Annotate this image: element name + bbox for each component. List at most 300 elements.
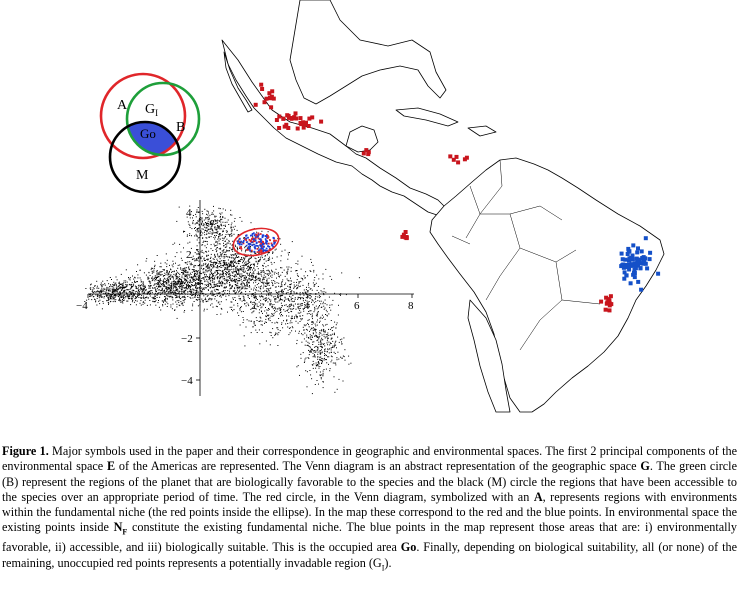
environment-point <box>206 252 207 253</box>
environment-point <box>229 234 230 235</box>
environment-point <box>297 270 298 271</box>
environment-point <box>293 288 294 289</box>
environment-point <box>240 266 241 267</box>
environment-point <box>295 297 296 298</box>
environment-point <box>318 278 319 279</box>
environment-point <box>318 307 319 308</box>
environment-point <box>269 292 270 293</box>
environment-point <box>268 318 269 319</box>
environment-point <box>257 264 258 265</box>
environment-point <box>325 314 326 315</box>
environment-point <box>213 295 214 296</box>
environment-point <box>316 372 317 373</box>
environment-point <box>359 277 360 278</box>
environment-point <box>95 299 96 300</box>
environment-point <box>219 281 220 282</box>
environment-point <box>241 287 242 288</box>
environment-point <box>146 258 147 259</box>
blue-map-marker <box>631 273 635 277</box>
environment-point <box>112 297 113 298</box>
environment-point <box>282 281 283 282</box>
environment-point <box>278 296 279 297</box>
environment-point <box>162 305 163 306</box>
environment-point <box>90 296 91 297</box>
environment-point <box>223 265 224 266</box>
environment-point <box>198 265 199 266</box>
environment-point <box>293 305 294 306</box>
environment-point <box>122 289 123 290</box>
environment-point <box>207 296 208 297</box>
environment-point <box>161 280 162 281</box>
environment-point <box>296 366 297 367</box>
environment-point <box>169 271 170 272</box>
environment-point <box>174 243 175 244</box>
environment-point <box>296 292 297 293</box>
environment-point <box>149 281 150 282</box>
environment-point <box>266 288 267 289</box>
environment-point <box>155 277 156 278</box>
environment-point <box>123 292 124 293</box>
environment-point <box>148 279 149 280</box>
environment-point <box>286 310 287 311</box>
environment-point <box>326 362 327 363</box>
environment-point <box>323 317 324 318</box>
environment-point <box>235 280 236 281</box>
environment-point <box>287 306 288 307</box>
environment-point <box>208 237 209 238</box>
environment-point <box>298 304 299 305</box>
blue-map-marker <box>636 280 640 284</box>
environment-point <box>182 269 183 270</box>
environment-point <box>320 317 321 318</box>
environment-point <box>280 300 281 301</box>
environment-point <box>326 310 327 311</box>
environment-point <box>230 307 231 308</box>
blue-map-marker <box>639 288 643 292</box>
environment-point <box>331 339 332 340</box>
environment-point <box>227 290 228 291</box>
environment-point <box>209 274 210 275</box>
environment-point <box>216 229 217 230</box>
environment-point <box>145 290 146 291</box>
environment-point <box>287 259 288 260</box>
environment-point <box>289 304 290 305</box>
environment-point <box>325 331 326 332</box>
niche-point <box>246 249 248 251</box>
environment-point <box>332 304 333 305</box>
environment-point <box>253 282 254 283</box>
environment-point <box>220 263 221 264</box>
environment-point <box>148 285 149 286</box>
environment-point <box>173 304 174 305</box>
environment-point <box>161 266 162 267</box>
environment-point <box>237 247 238 248</box>
environment-point <box>314 280 315 281</box>
environment-point <box>118 288 119 289</box>
environment-point <box>119 285 120 286</box>
environment-point <box>172 271 173 272</box>
environment-point <box>310 374 311 375</box>
environment-point <box>323 274 324 275</box>
environment-point <box>274 304 275 305</box>
environment-point <box>203 253 204 254</box>
x-tick-label-neg4: −4 <box>76 300 88 312</box>
environment-point <box>235 226 236 227</box>
environment-point <box>313 332 314 333</box>
environment-point <box>261 293 262 294</box>
environment-point <box>266 291 267 292</box>
environment-point <box>224 276 225 277</box>
environment-point <box>180 279 181 280</box>
environment-point <box>104 283 105 284</box>
environment-point <box>210 281 211 282</box>
environment-point <box>206 274 207 275</box>
environment-point <box>265 266 266 267</box>
environment-point <box>207 259 208 260</box>
environment-point <box>205 222 206 223</box>
environment-point <box>270 273 271 274</box>
environment-point <box>252 270 253 271</box>
environment-point <box>160 266 161 267</box>
caption-symbol-n: N <box>113 520 123 535</box>
environment-point <box>220 254 221 255</box>
environment-point <box>208 285 209 286</box>
environment-point <box>189 291 190 292</box>
environment-point <box>261 231 262 232</box>
environment-point <box>206 238 207 239</box>
environment-point <box>167 303 168 304</box>
environment-point <box>176 252 177 253</box>
environment-point <box>255 325 256 326</box>
environment-point <box>178 283 179 284</box>
environment-point <box>179 282 180 283</box>
environment-point <box>210 224 211 225</box>
environment-point <box>212 222 213 223</box>
environment-point <box>124 291 125 292</box>
environment-point <box>322 291 323 292</box>
environment-point <box>272 275 273 276</box>
environment-point <box>329 297 330 298</box>
environment-point <box>302 334 303 335</box>
environment-point <box>325 300 326 301</box>
environment-point <box>202 250 203 251</box>
environment-point <box>280 309 281 310</box>
environment-point <box>332 334 333 335</box>
environment-point <box>214 235 215 236</box>
environment-point <box>181 272 182 273</box>
environment-point <box>261 307 262 308</box>
environment-point <box>257 320 258 321</box>
environment-point <box>171 285 172 286</box>
environment-point <box>198 251 199 252</box>
environment-point <box>228 220 229 221</box>
niche-point <box>237 242 239 244</box>
environment-point <box>314 347 315 348</box>
environment-point <box>286 293 287 294</box>
environment-point <box>193 256 194 257</box>
environment-point <box>251 280 252 281</box>
blue-map-marker <box>642 258 646 262</box>
environment-point <box>141 305 142 306</box>
environment-point <box>208 229 209 230</box>
environment-point <box>263 288 264 289</box>
environment-point <box>325 332 326 333</box>
environment-point <box>162 281 163 282</box>
environment-point <box>164 299 165 300</box>
environment-point <box>164 292 165 293</box>
environment-point <box>322 318 323 319</box>
environment-point <box>212 274 213 275</box>
environment-point <box>329 370 330 371</box>
environment-point <box>198 305 199 306</box>
niche-point <box>253 244 255 246</box>
environment-point <box>202 222 203 223</box>
niche-point <box>241 248 243 250</box>
environment-point <box>335 342 336 343</box>
environment-point <box>320 372 321 373</box>
environment-point <box>248 305 249 306</box>
environment-point <box>261 274 262 275</box>
environment-point <box>220 217 221 218</box>
environment-point <box>334 333 335 334</box>
environment-point <box>274 262 275 263</box>
blue-map-marker <box>622 277 626 281</box>
environment-point <box>184 296 185 297</box>
environment-point <box>219 304 220 305</box>
environment-point <box>239 308 240 309</box>
environment-point <box>242 262 243 263</box>
environment-point <box>306 324 307 325</box>
environment-point <box>233 258 234 259</box>
environment-point <box>240 298 241 299</box>
environment-point <box>196 285 197 286</box>
environment-point <box>209 283 210 284</box>
niche-point <box>245 238 247 240</box>
environment-point <box>208 284 209 285</box>
environment-point <box>292 295 293 296</box>
environment-point <box>238 274 239 275</box>
environment-point <box>323 373 324 374</box>
environment-point <box>216 251 217 252</box>
environment-point <box>117 295 118 296</box>
environment-point <box>186 287 187 288</box>
environment-point <box>334 352 335 353</box>
environment-point <box>224 262 225 263</box>
environment-point <box>328 342 329 343</box>
environment-point <box>291 271 292 272</box>
red-map-marker <box>608 308 612 312</box>
environment-point <box>210 222 211 223</box>
environment-point <box>244 285 245 286</box>
environment-point <box>208 264 209 265</box>
environment-point <box>248 269 249 270</box>
environment-point <box>96 288 97 289</box>
environment-point <box>237 280 238 281</box>
environment-point <box>344 349 345 350</box>
environment-point <box>204 260 205 261</box>
environment-point <box>281 307 282 308</box>
environment-point <box>88 299 89 300</box>
environment-point <box>317 354 318 355</box>
environment-point <box>124 280 125 281</box>
environment-point <box>285 283 286 284</box>
environment-point <box>218 236 219 237</box>
environment-point <box>98 288 99 289</box>
environment-point <box>203 265 204 266</box>
environment-point <box>321 338 322 339</box>
environment-point <box>193 292 194 293</box>
environment-point <box>198 257 199 258</box>
niche-point <box>258 238 260 240</box>
environment-point <box>325 337 326 338</box>
environment-point <box>226 234 227 235</box>
environment-point <box>195 297 196 298</box>
environment-point <box>324 358 325 359</box>
environment-point <box>230 264 231 265</box>
environment-point <box>313 282 314 283</box>
environment-point <box>118 300 119 301</box>
environment-point <box>286 315 287 316</box>
environment-point <box>96 291 97 292</box>
environment-point <box>185 262 186 263</box>
environment-point <box>197 292 198 293</box>
environment-point <box>315 352 316 353</box>
environment-point <box>195 227 196 228</box>
environment-point <box>249 274 250 275</box>
environment-point <box>282 272 283 273</box>
environment-point <box>206 228 207 229</box>
environment-point <box>280 238 281 239</box>
environment-point <box>337 337 338 338</box>
environment-point <box>152 301 153 302</box>
environment-point <box>106 290 107 291</box>
environment-point <box>234 309 235 310</box>
environment-point <box>202 300 203 301</box>
environment-point <box>217 220 218 221</box>
environment-point <box>321 349 322 350</box>
environment-point <box>240 310 241 311</box>
environment-point <box>126 301 127 302</box>
environment-point <box>214 239 215 240</box>
environment-point <box>210 280 211 281</box>
environment-point <box>206 224 207 225</box>
environment-point <box>162 304 163 305</box>
environment-point <box>228 240 229 241</box>
environment-point <box>217 265 218 266</box>
environment-point <box>171 282 172 283</box>
environment-point <box>220 292 221 293</box>
environment-point <box>246 268 247 269</box>
environment-point <box>184 275 185 276</box>
environment-point <box>319 301 320 302</box>
environment-point <box>327 356 328 357</box>
environment-point <box>166 274 167 275</box>
environment-point <box>208 282 209 283</box>
environment-point <box>215 275 216 276</box>
environment-point <box>281 303 282 304</box>
environment-point <box>217 293 218 294</box>
environment-point <box>205 245 206 246</box>
environment-point <box>211 262 212 263</box>
environment-point <box>307 313 308 314</box>
environment-point <box>222 253 223 254</box>
environment-point <box>334 345 335 346</box>
environment-point <box>231 258 232 259</box>
environment-point <box>193 279 194 280</box>
environment-point <box>253 277 254 278</box>
environment-point <box>315 299 316 300</box>
environment-point <box>314 284 315 285</box>
environment-point <box>138 297 139 298</box>
environment-point <box>254 280 255 281</box>
environment-point <box>261 282 262 283</box>
environment-point <box>152 297 153 298</box>
environment-point <box>101 297 102 298</box>
environment-point <box>258 268 259 269</box>
environment-point <box>181 287 182 288</box>
environment-point <box>267 283 268 284</box>
environment-point <box>183 282 184 283</box>
environment-point <box>261 272 262 273</box>
environment-point <box>231 271 232 272</box>
environment-point <box>296 316 297 317</box>
environment-point <box>276 269 277 270</box>
environment-point <box>192 289 193 290</box>
environment-point <box>247 273 248 274</box>
environment-point <box>281 299 282 300</box>
environment-point <box>280 330 281 331</box>
red-map-marker <box>287 114 291 118</box>
environment-point <box>196 222 197 223</box>
environment-point <box>327 336 328 337</box>
environment-point <box>290 286 291 287</box>
environment-point <box>174 310 175 311</box>
environment-point <box>235 258 236 259</box>
environment-point <box>320 346 321 347</box>
environment-point <box>139 293 140 294</box>
environment-point <box>272 251 273 252</box>
environment-point <box>220 258 221 259</box>
environment-point <box>300 354 301 355</box>
environment-point <box>202 220 203 221</box>
environment-point <box>248 261 249 262</box>
environment-point <box>97 298 98 299</box>
red-map-marker <box>281 117 285 121</box>
environment-point <box>124 290 125 291</box>
environment-point <box>207 223 208 224</box>
environment-point <box>323 302 324 303</box>
environment-point <box>247 274 248 275</box>
blue-map-marker <box>656 272 660 276</box>
environment-point <box>279 307 280 308</box>
environment-point <box>176 304 177 305</box>
environment-point <box>190 273 191 274</box>
environment-point <box>221 309 222 310</box>
environment-point <box>234 271 235 272</box>
environment-point <box>217 254 218 255</box>
environment-point <box>266 299 267 300</box>
environment-point <box>261 276 262 277</box>
environment-point <box>317 357 318 358</box>
environment-point <box>92 289 93 290</box>
environment-point <box>212 280 213 281</box>
environment-point <box>246 277 247 278</box>
environment-point <box>316 283 317 284</box>
environment-point <box>212 303 213 304</box>
environment-point <box>183 247 184 248</box>
environment-point <box>340 295 341 296</box>
environment-point <box>223 256 224 257</box>
